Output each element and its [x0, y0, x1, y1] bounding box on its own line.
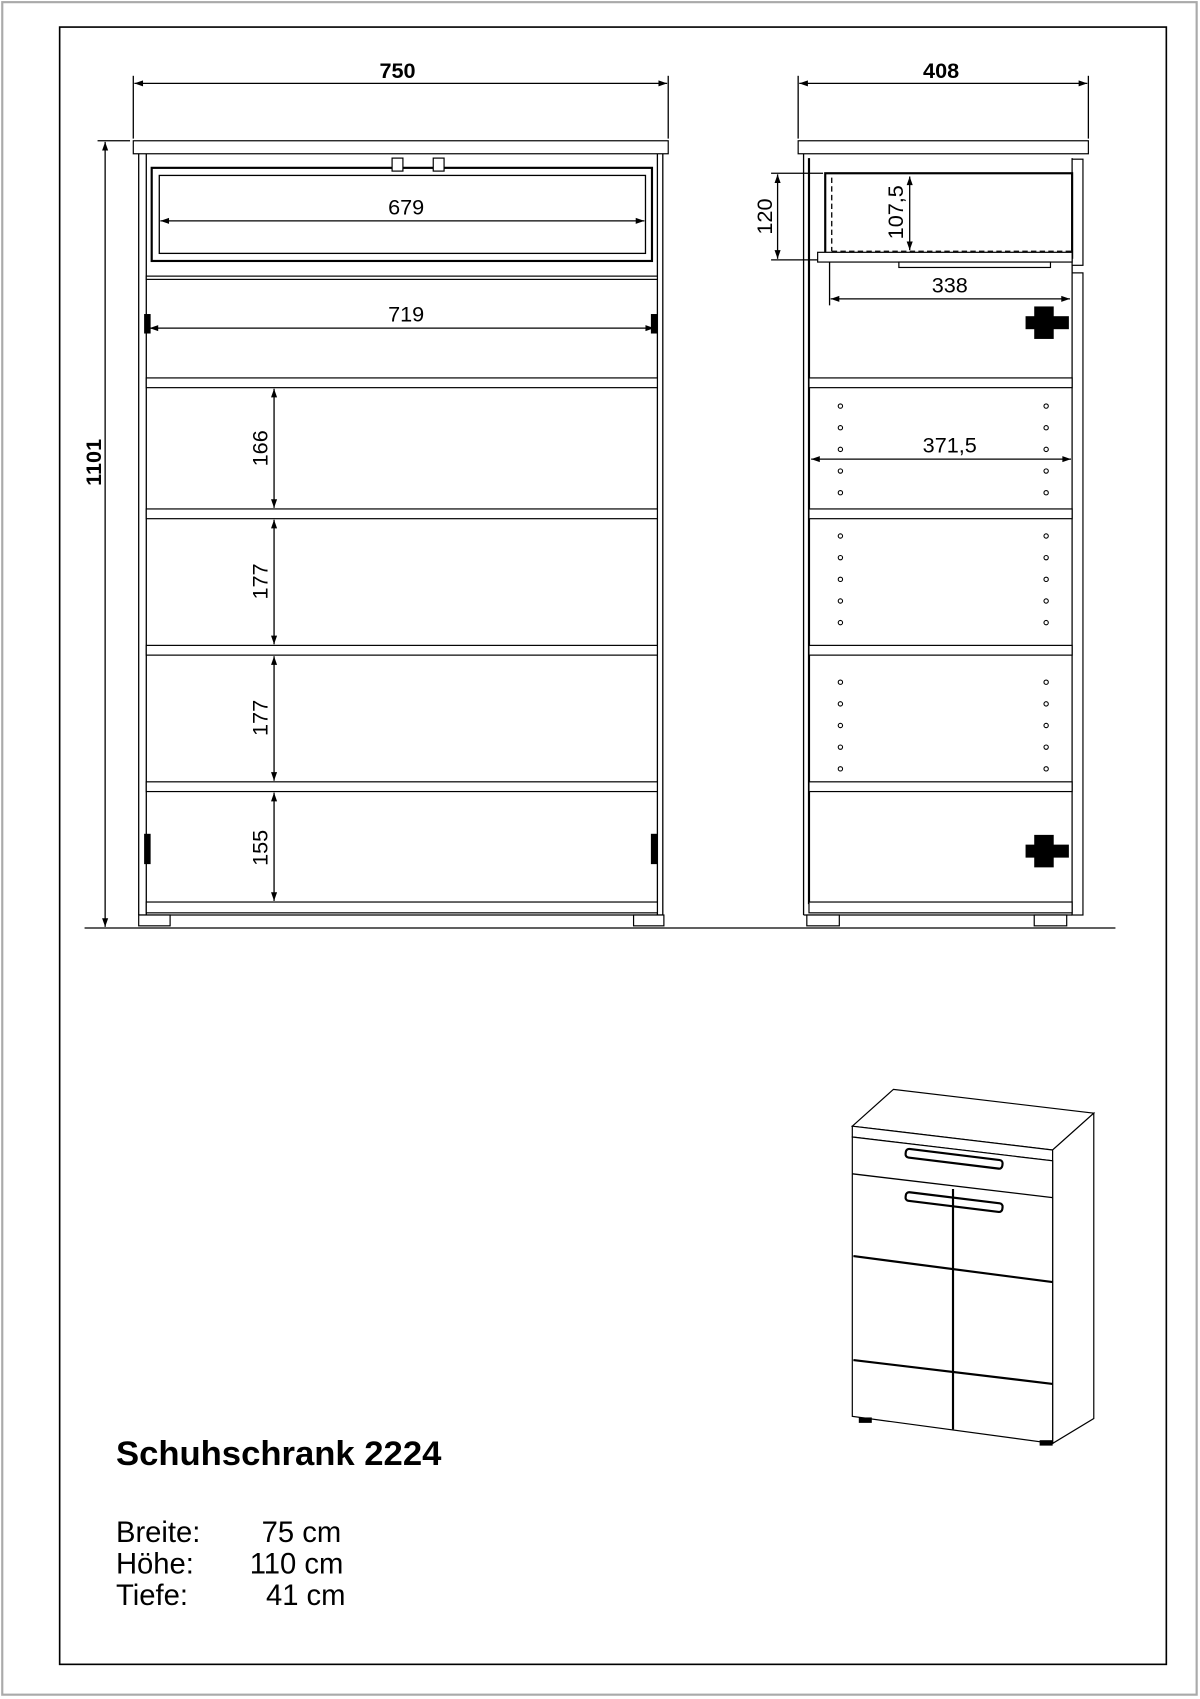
dim-drawer-depth: 338 — [931, 272, 968, 298]
hinge — [1026, 306, 1069, 338]
dim-drawer-height: 120 — [752, 198, 778, 235]
spec-label-width: Breite: — [115, 1516, 201, 1549]
shelf — [146, 378, 657, 388]
dim-inner-width: 719 — [388, 301, 425, 327]
dim-inner-depth: 371,5 — [922, 432, 977, 458]
shelf — [809, 509, 1072, 519]
product-title: Schuhschrank 2224 — [115, 1435, 442, 1474]
shelf — [809, 645, 1072, 655]
spec-label-height: Höhe: — [115, 1548, 194, 1581]
hinge — [1026, 835, 1069, 867]
dim-height: 1101 — [80, 438, 106, 486]
plinth — [146, 902, 657, 913]
dim-compartment-2: 177 — [247, 563, 273, 600]
dim-drawer-inner: 679 — [388, 194, 425, 220]
shelf — [146, 509, 657, 519]
front-dimensions — [81, 58, 668, 927]
dim-compartment-1: 166 — [247, 430, 273, 467]
cabinet-3d-illustration — [852, 1089, 1093, 1445]
dim-width: 750 — [379, 57, 416, 83]
side-drawer — [825, 173, 1072, 257]
dim-drawer-inner-height: 107,5 — [883, 185, 909, 240]
dim-compartment-3: 177 — [247, 699, 273, 736]
front-view — [133, 141, 668, 926]
dim-compartment-4: 155 — [247, 829, 273, 866]
side-view — [798, 141, 1088, 926]
shelf — [809, 378, 1072, 388]
spec-value-depth: 41 cm — [265, 1579, 346, 1612]
specs-list — [116, 1517, 346, 1612]
spec-label-depth: Tiefe: — [115, 1579, 188, 1612]
shelf — [146, 782, 657, 792]
shelf — [809, 782, 1072, 792]
dim-depth: 408 — [923, 57, 960, 83]
shelf — [146, 645, 657, 655]
spec-value-width: 75 cm — [261, 1516, 342, 1549]
spec-value-height: 110 cm — [249, 1548, 344, 1581]
